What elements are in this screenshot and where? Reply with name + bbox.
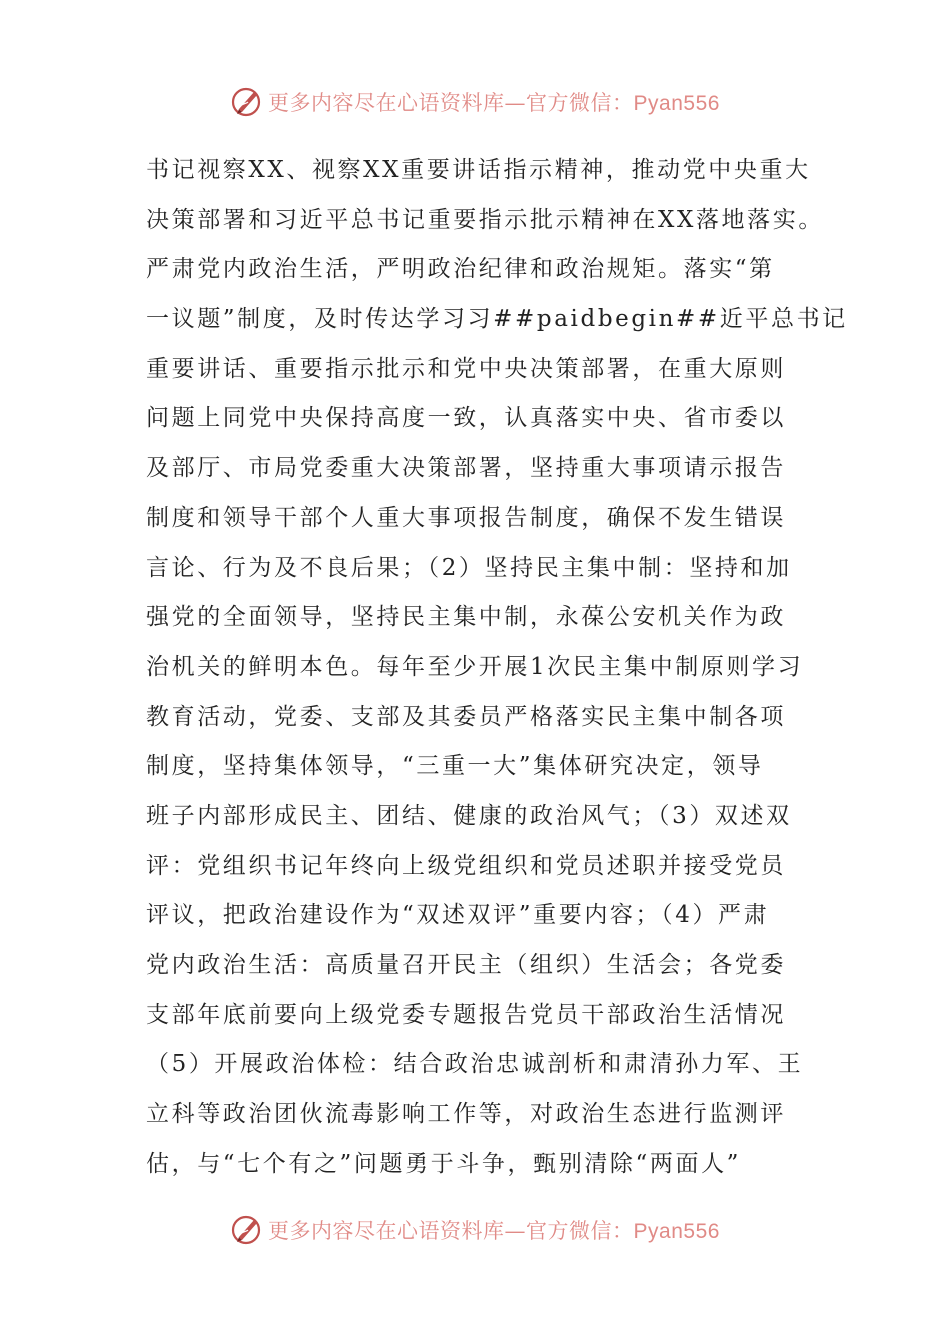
footer-contact: Pyan556	[633, 1220, 720, 1243]
text-line: 治机关的鲜明本色。每年至少开展1次民主集中制原则学习	[146, 653, 804, 680]
text-line: （5）开展政治体检：结合政治忠诚剖析和肃清孙力军、王	[146, 1051, 804, 1078]
text-line: 严肃党内政治生活，严明政治纪律和政治规矩。落实“第	[146, 256, 775, 283]
text-line: 制度，坚持集体领导，“三重一大”集体研究决定，领导	[146, 753, 764, 780]
text-line: 重要讲话、重要指示批示和党中央决策部署，在重大原则	[146, 355, 786, 382]
text-line: 言论、行为及不良后果；（2）坚持民主集中制：坚持和加	[146, 554, 792, 581]
text-line: 评议，把政治建设作为“双述双评”重要内容；（4）严肃	[146, 902, 770, 929]
text-line: 制度和领导干部个人重大事项报告制度，确保不发生错误	[146, 504, 786, 531]
document-body	[146, 146, 848, 1189]
text-line: 支部年底前要向上级党委专题报告党员干部政治生活情况	[146, 1001, 786, 1028]
pen-logo-icon	[230, 1213, 264, 1247]
footer-banner-text: 更多内容尽在心语资料库—官方微信：Pyan556	[268, 1219, 720, 1243]
text-line: 书记视察XX、视察XX重要讲话指示精神，推动党中央重大	[146, 157, 811, 183]
text-line: 及部厅、市局党委重大决策部署，坚持重大事项请示报告	[146, 455, 786, 482]
text-line: 估，与“七个有之”问题勇于斗争，甄别清除“两面人”	[146, 1150, 742, 1177]
header-contact: Pyan556	[633, 92, 720, 115]
footer-banner	[0, 1210, 950, 1250]
header-banner	[0, 82, 950, 122]
text-line: 立科等政治团伙流毒影响工作等，对政治生态进行监测评	[146, 1101, 786, 1128]
text-line: 决策部署和习近平总书记重要指示批示精神在XX落地落实。	[146, 206, 824, 233]
text-line: 班子内部形成民主、团结、健康的政治风气；（3）双述双	[146, 802, 792, 829]
pen-logo-icon	[230, 85, 264, 119]
text-line: 问题上同党中央保持高度一致，认真落实中央、省市委以	[146, 405, 786, 432]
text-line: 评：党组织书记年终向上级党组织和党员述职并接受党员	[146, 852, 786, 879]
header-banner-text: 更多内容尽在心语资料库—官方微信：Pyan556	[268, 91, 720, 115]
text-line: 党内政治生活：高质量召开民主（组织）生活会；各党委	[146, 952, 786, 978]
text-line: 教育活动，党委、支部及其委员严格落实民主集中制各项	[146, 703, 786, 730]
text-line: 一议题”制度，及时传达学习习##paidbegin##近平总书记	[146, 306, 848, 333]
text-line: 强党的全面领导，坚持民主集中制，永葆公安机关作为政	[146, 604, 786, 631]
